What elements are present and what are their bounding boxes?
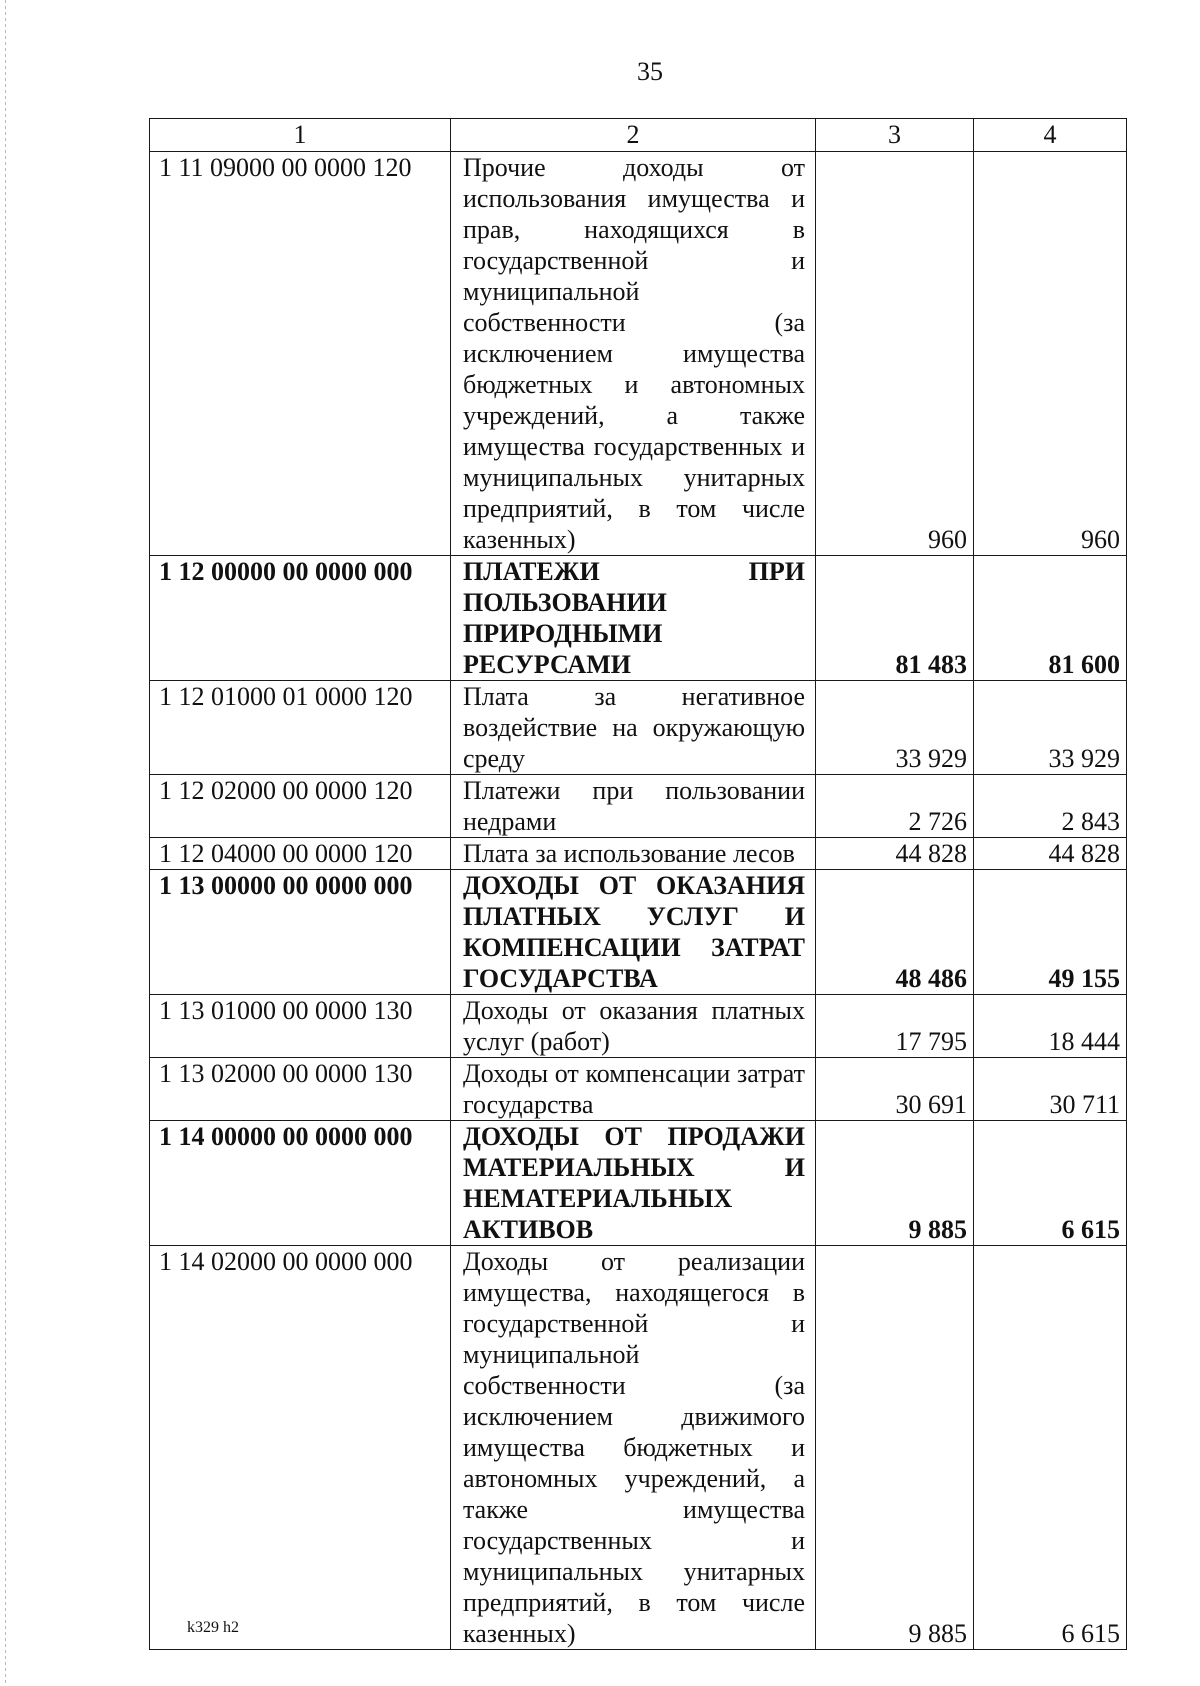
revenue-name-cell: Платежи при пользовании недрами	[451, 775, 816, 838]
budget-code-cell: 1 13 00000 00 0000 000	[150, 870, 451, 995]
amount-col3-cell: 48 486	[816, 870, 974, 995]
table-row	[150, 681, 1127, 775]
revenue-name-cell: Доходы от реализации имущества, находящегося в государственной и муниципальной собственности (за исключением движимого имущества бюджетных и автономных учреждений, а также имущества государственных и муниципальных унитарных предприятий, в том числе казенных)	[451, 1246, 816, 1650]
budget-code-cell: 1 13 01000 00 0000 130	[150, 995, 451, 1058]
amount-col4-cell: 49 155	[974, 870, 1127, 995]
amount-col3-cell: 81 483	[816, 556, 974, 681]
budget-revenue-table	[149, 118, 1127, 1650]
table-row	[150, 1121, 1127, 1246]
budget-code-cell: 1 12 00000 00 0000 000	[150, 556, 451, 681]
table-header-row	[150, 119, 1127, 152]
budget-code-cell: 1 14 02000 00 0000 000	[150, 1246, 451, 1650]
revenue-name-cell: ДОХОДЫ ОТ ОКАЗАНИЯ ПЛАТНЫХ УСЛУГ И КОМПЕНСАЦИИ ЗАТРАТ ГОСУДАРСТВА	[451, 870, 816, 995]
amount-col4-cell: 81 600	[974, 556, 1127, 681]
scan-edge-line	[5, 0, 6, 1686]
amount-col3-cell: 9 885	[816, 1121, 974, 1246]
column-header: 3	[816, 119, 974, 152]
column-header: 2	[451, 119, 816, 152]
amount-col3-cell: 960	[816, 152, 974, 556]
table-row	[150, 1246, 1127, 1650]
table-row	[150, 870, 1127, 995]
amount-col4-cell: 6 615	[974, 1246, 1127, 1650]
table-body	[150, 152, 1127, 1650]
table-row	[150, 556, 1127, 681]
revenue-name-cell: Плата за использование лесов	[451, 838, 816, 870]
page-number: 35	[637, 57, 663, 86]
column-header: 4	[974, 119, 1127, 152]
amount-col3-cell: 33 929	[816, 681, 974, 775]
amount-col3-cell: 17 795	[816, 995, 974, 1058]
table-row	[150, 152, 1127, 556]
revenue-name-cell: Плата за негативное воздействие на окружающую среду	[451, 681, 816, 775]
budget-code-cell: 1 13 02000 00 0000 130	[150, 1058, 451, 1121]
amount-col4-cell: 6 615	[974, 1121, 1127, 1246]
amount-col3-cell: 44 828	[816, 838, 974, 870]
revenue-name-cell: Доходы от оказания платных услуг (работ)	[451, 995, 816, 1058]
revenue-name-cell: Прочие доходы от использования имущества и прав, находящихся в государственной и муниципальной собственности (за исключением имущества бюджетных и автономных учреждений, а также имущества государственных и муниципальных унитарных предприятий, в том числе казенных)	[451, 152, 816, 556]
column-header: 1	[150, 119, 451, 152]
amount-col4-cell: 960	[974, 152, 1127, 556]
table-row	[150, 1058, 1127, 1121]
budget-code-cell: 1 12 04000 00 0000 120	[150, 838, 451, 870]
revenue-name-cell: Доходы от компенсации затрат государства	[451, 1058, 816, 1121]
budget-code-cell: 1 14 00000 00 0000 000	[150, 1121, 451, 1246]
amount-col4-cell: 30 711	[974, 1058, 1127, 1121]
budget-code-cell: 1 12 02000 00 0000 120	[150, 775, 451, 838]
amount-col4-cell: 2 843	[974, 775, 1127, 838]
table-row	[150, 995, 1127, 1058]
amount-col4-cell: 44 828	[974, 838, 1127, 870]
amount-col4-cell: 18 444	[974, 995, 1127, 1058]
table-row	[150, 775, 1127, 838]
budget-code-cell: 1 11 09000 00 0000 120	[150, 152, 451, 556]
revenue-name-cell: ПЛАТЕЖИ ПРИ ПОЛЬЗОВАНИИ ПРИРОДНЫМИ РЕСУРСАМИ	[451, 556, 816, 681]
document-footer-code: k329 h2	[187, 1619, 239, 1636]
revenue-name-cell: ДОХОДЫ ОТ ПРОДАЖИ МАТЕРИАЛЬНЫХ И НЕМАТЕРИАЛЬНЫХ АКТИВОВ	[451, 1121, 816, 1246]
amount-col3-cell: 9 885	[816, 1246, 974, 1650]
table-row	[150, 838, 1127, 870]
amount-col3-cell: 30 691	[816, 1058, 974, 1121]
amount-col4-cell: 33 929	[974, 681, 1127, 775]
amount-col3-cell: 2 726	[816, 775, 974, 838]
budget-code-cell: 1 12 01000 01 0000 120	[150, 681, 451, 775]
